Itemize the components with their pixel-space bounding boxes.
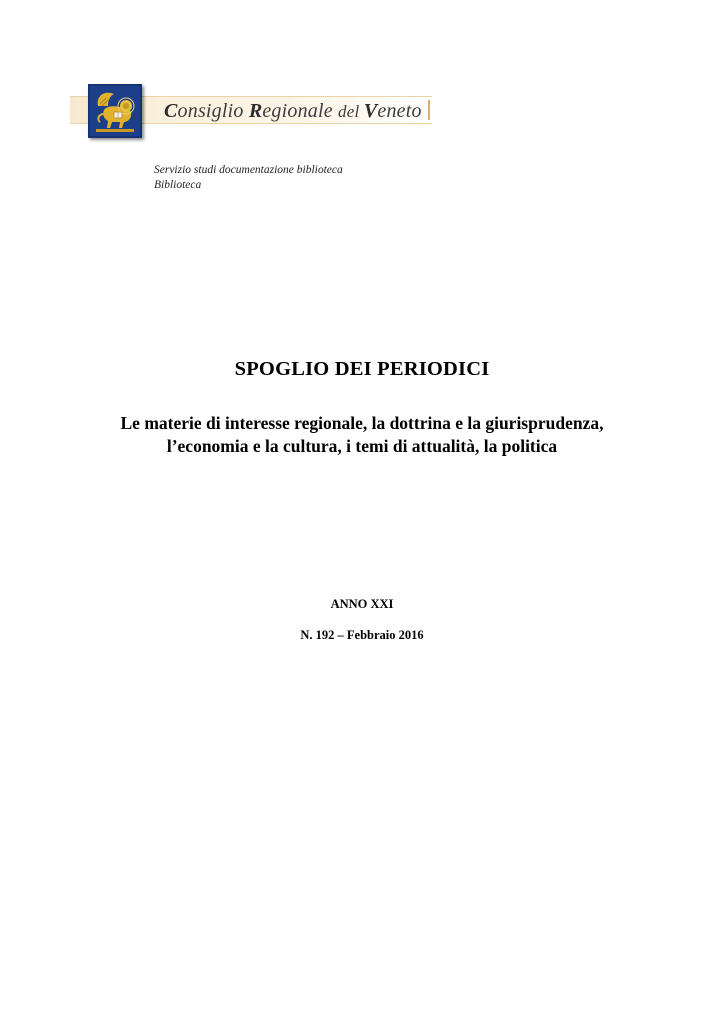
lion-of-st-mark-icon	[88, 84, 142, 138]
issue-number: N. 192 – Febbraio 2016	[300, 628, 424, 642]
document-subtitle	[0, 412, 724, 458]
logo-word-regionale: egionale	[262, 100, 339, 122]
logo-wordmark	[164, 100, 422, 123]
subtitle-line-2: l’economia e la cultura, i temi di attualità, la politica	[166, 436, 558, 456]
service-info	[154, 163, 343, 193]
document-title: SPOGLIO DEI PERIODICI	[234, 358, 490, 380]
logo-word-veneto: eneto	[377, 100, 422, 122]
logo-letter-v: V	[363, 100, 378, 122]
year-label: ANNO XXI	[330, 597, 394, 611]
logo-letter-r: R	[248, 100, 263, 122]
library-line: Biblioteca	[154, 179, 202, 191]
service-line: Servizio studi documentazione biblioteca	[154, 164, 343, 176]
logo-word-del: del	[338, 102, 364, 121]
logo-letter-c: C	[164, 100, 178, 122]
logo-word-consiglio: onsiglio	[177, 100, 249, 122]
subtitle-line-1: Le materie di interesse regionale, la dottrina e la giurisprudenza,	[120, 413, 604, 433]
